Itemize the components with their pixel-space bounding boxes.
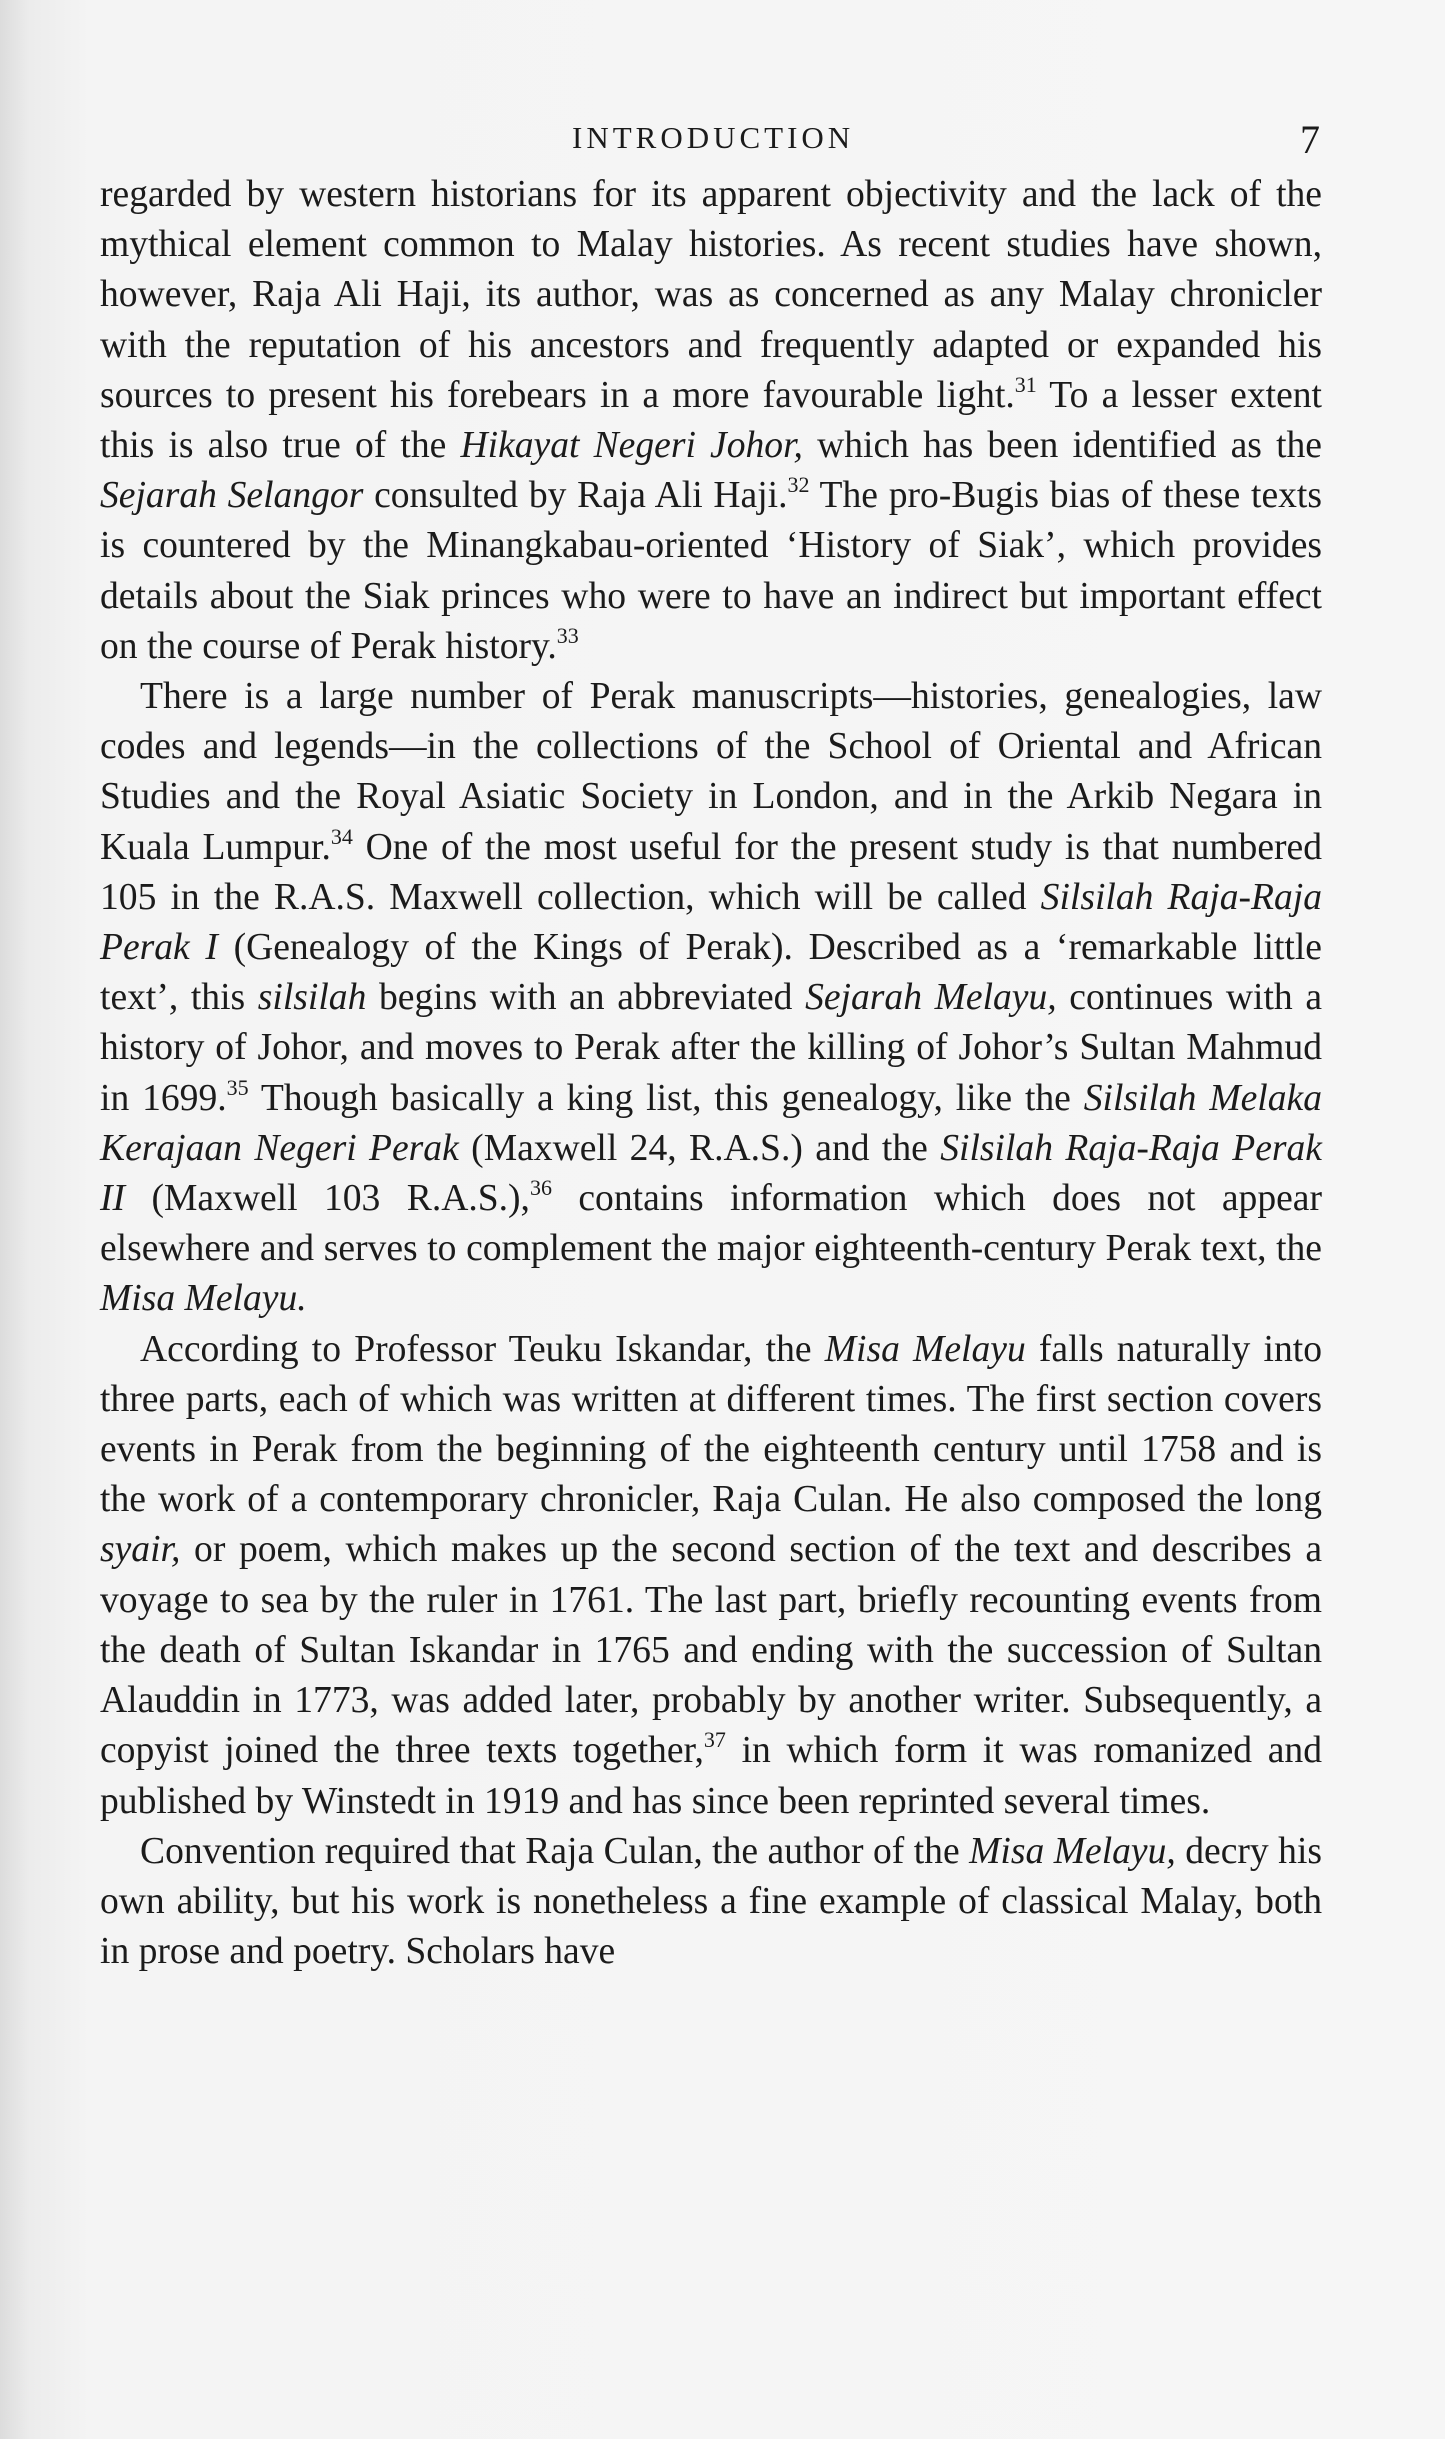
footnote-ref: 37: [703, 1727, 726, 1753]
text-run: According to Professor Teuku Iskandar, the: [140, 1328, 825, 1370]
text-run: (Genealogy of the Kings of Perak). Described as a ‘remarkable little text’, this: [100, 927, 1322, 1019]
paragraph-4: [100, 1827, 1322, 1978]
text-run: which has been identified as the: [802, 425, 1322, 467]
italic-title: silsilah: [257, 977, 367, 1019]
italic-title: Silsilah Raja-Raja Perak II: [100, 1127, 1322, 1220]
italic-title: Misa Melayu,: [969, 1830, 1176, 1872]
text-run: in which form it was romanized and published by Winstedt in 1919 and has since been reprinted several times.: [100, 1730, 1322, 1822]
text-run: (Maxwell 103 R.A.S.),: [125, 1178, 530, 1220]
footnote-ref: 36: [529, 1175, 552, 1201]
footnote-ref: 33: [556, 622, 579, 648]
text-run: consulted by Raja Ali Haji.: [363, 475, 788, 517]
text-run: begins with an abbreviated: [366, 977, 806, 1019]
text-run: (Maxwell 24, R.A.S.) and the: [458, 1127, 941, 1169]
italic-title: Sejarah Selangor: [100, 475, 364, 517]
paragraph-1: [100, 170, 1322, 672]
text-run: One of the most useful for the present study is that numbered 105 in the R.A.S. Maxwell collection, which will be called: [100, 826, 1322, 918]
italic-title: Misa Melayu: [824, 1328, 1026, 1370]
text-run: decry his own ability, but his work is nonetheless a fine example of classical Malay, both in prose and poetry. Scholars have: [100, 1830, 1323, 1973]
footnote-ref: 35: [226, 1074, 249, 1100]
paragraph-2: [100, 672, 1322, 1325]
italic-title: Sejarah Melayu,: [805, 977, 1057, 1019]
text-run: regarded by western historians for its apparent objectivity and the lack of the mythical element common to Malay histories. As recent studies have shown, however, Raja Ali Haji, its author, was as concerned as any Malay chronicler with the reputation of his ancestors and frequently adapted or expanded his sources to present his forebears in a more favourable light.: [100, 174, 1322, 416]
text-run: or poem, which makes up the second section of the text and describes a voyage to sea by the ruler in 1761. The last part, briefly recounting events from the death of Sultan Iskandar in 1765 and ending with the succession of Sultan Alauddin in 1773, was added later, probably by another writer. Subsequently, a copyist joined the three texts together,: [100, 1529, 1322, 1772]
footnote-ref: 31: [1014, 371, 1037, 397]
page-number: 7: [1300, 117, 1320, 162]
italic-title: Misa Melayu.: [100, 1278, 307, 1320]
text-run: contains information which does not appear elsewhere and serves to complement the major eighteenth-century Perak text, the: [100, 1178, 1322, 1270]
footnote-ref: 34: [330, 823, 353, 849]
page-header: [100, 116, 1320, 166]
italic-title: Silsilah Raja-Raja Perak I: [100, 876, 1323, 969]
paragraph-3: [100, 1325, 1322, 1827]
italic-title: Hikayat Negeri Johor,: [460, 425, 803, 467]
text-run: The pro-Bugis bias of these texts is countered by the Minangkabau-oriented ‘History of Siak’, which provides details about the Siak princes who were to have an indirect but important effect on the course of Perak history.: [100, 475, 1322, 667]
text-run: There is a large number of Perak manuscripts—histories, genealogies, law codes and legends—in the collections of the School of Oriental and African Studies and the Royal Asiatic Society in London, and in the Arkib Negara in Kuala Lumpur.: [100, 676, 1322, 868]
text-run: Though basically a king list, this genealogy, like the: [248, 1077, 1084, 1119]
text-run: continues with a history of Johor, and moves to Perak after the killing of Johor’s Sultan Mahmud in 1699.: [100, 977, 1323, 1119]
text-run: To a lesser extent this is also true of the: [100, 374, 1322, 467]
text-run: Convention required that Raja Culan, the author of the: [140, 1830, 970, 1872]
running-head: INTRODUCTION: [572, 120, 855, 155]
footnote-ref: 32: [787, 472, 810, 498]
italic-title: syair,: [100, 1529, 181, 1571]
text-run: falls naturally into three parts, each of which was written at different times. The first section covers events in Perak from the beginning of the eighteenth century until 1758 and is the work of a contemporary chronicler, Raja Culan. He also composed the long: [100, 1328, 1322, 1521]
italic-title: Silsilah Melaka Kerajaan Negeri Perak: [100, 1077, 1323, 1169]
body-text: [100, 170, 1322, 1977]
